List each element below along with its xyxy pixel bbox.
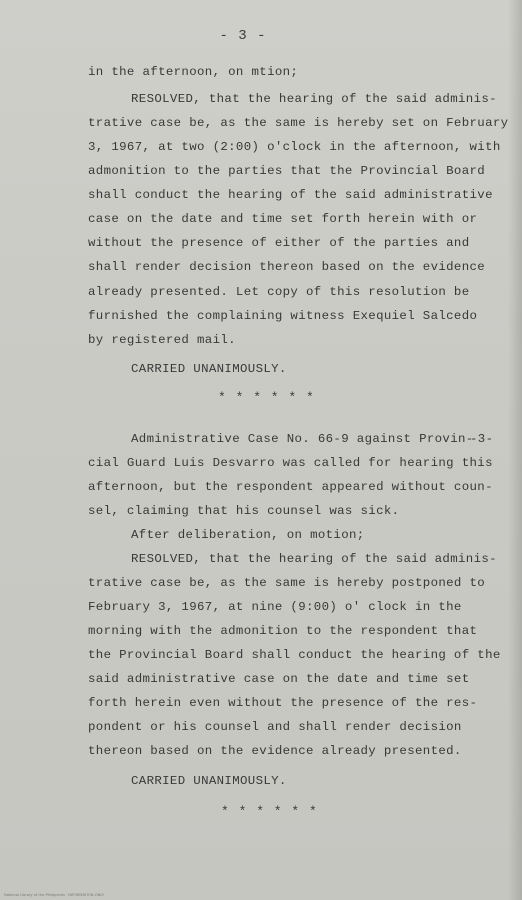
text-line: without the presence of either of the parties and <box>88 236 470 250</box>
text-line: After deliberation, on motion; <box>131 528 365 542</box>
text-line: cial Guard Luis Desvarro was called for hearing this <box>88 456 493 470</box>
text-line: morning with the admonition to the respondent that <box>88 624 478 638</box>
section-separator: * * * * * * <box>221 804 318 819</box>
text-line: sel, claiming that his counsel was sick. <box>88 504 400 518</box>
text-line: admonition to the parties that the Provincial Board <box>88 164 486 178</box>
text-line: shall render decision thereon based on the evidence <box>88 260 486 274</box>
text-line: 3, 1967, at two (2:00) o'clock in the afternoon, with <box>88 140 501 154</box>
text-line: trative case be, as the same is hereby set on February <box>88 116 509 130</box>
text-line: case on the date and time set forth herein with or <box>88 212 478 226</box>
text-line: Administrative Case No. 66-9 against Provin- <box>131 432 474 446</box>
page-number: - 3 - <box>219 28 267 44</box>
text-line: RESOLVED, that the hearing of the said adminis- <box>131 552 497 566</box>
text-line: thereon based on the evidence already presented. <box>88 744 462 758</box>
text-line: by registered mail. <box>88 333 236 347</box>
carried-unanimously: CARRIED UNANIMOUSLY. <box>131 774 287 788</box>
text-line: already presented. Let copy of this resolution be <box>88 285 470 299</box>
text-line: February 3, 1967, at nine (9:00) o' clock in the <box>88 600 462 614</box>
margin-item-number: -3- <box>470 432 494 446</box>
text-line: said administrative case on the date and time set <box>88 672 470 686</box>
text-line: afternoon, but the respondent appeared without coun- <box>88 480 493 494</box>
text-line: forth herein even without the presence of the res- <box>88 696 478 710</box>
section-separator: * * * * * * <box>218 390 315 405</box>
text-line: pondent or his counsel and shall render decision <box>88 720 462 734</box>
text-line: furnished the complaining witness Exequiel Salcedo <box>88 309 478 323</box>
carried-unanimously: CARRIED UNANIMOUSLY. <box>131 362 287 376</box>
text-line: shall conduct the hearing of the said administrative <box>88 188 493 202</box>
text-line: the Provincial Board shall conduct the hearing of the <box>88 648 501 662</box>
text-line: trative case be, as the same is hereby postponed to <box>88 576 486 590</box>
text-line: RESOLVED, that the hearing of the said adminis- <box>131 92 497 106</box>
scan-footer-text: National Library of the Philippines · INFORMATION-ONLY <box>4 893 105 897</box>
text-line: in the afternoon, on mtion; <box>88 65 299 79</box>
page-edge-shadow <box>508 0 522 900</box>
